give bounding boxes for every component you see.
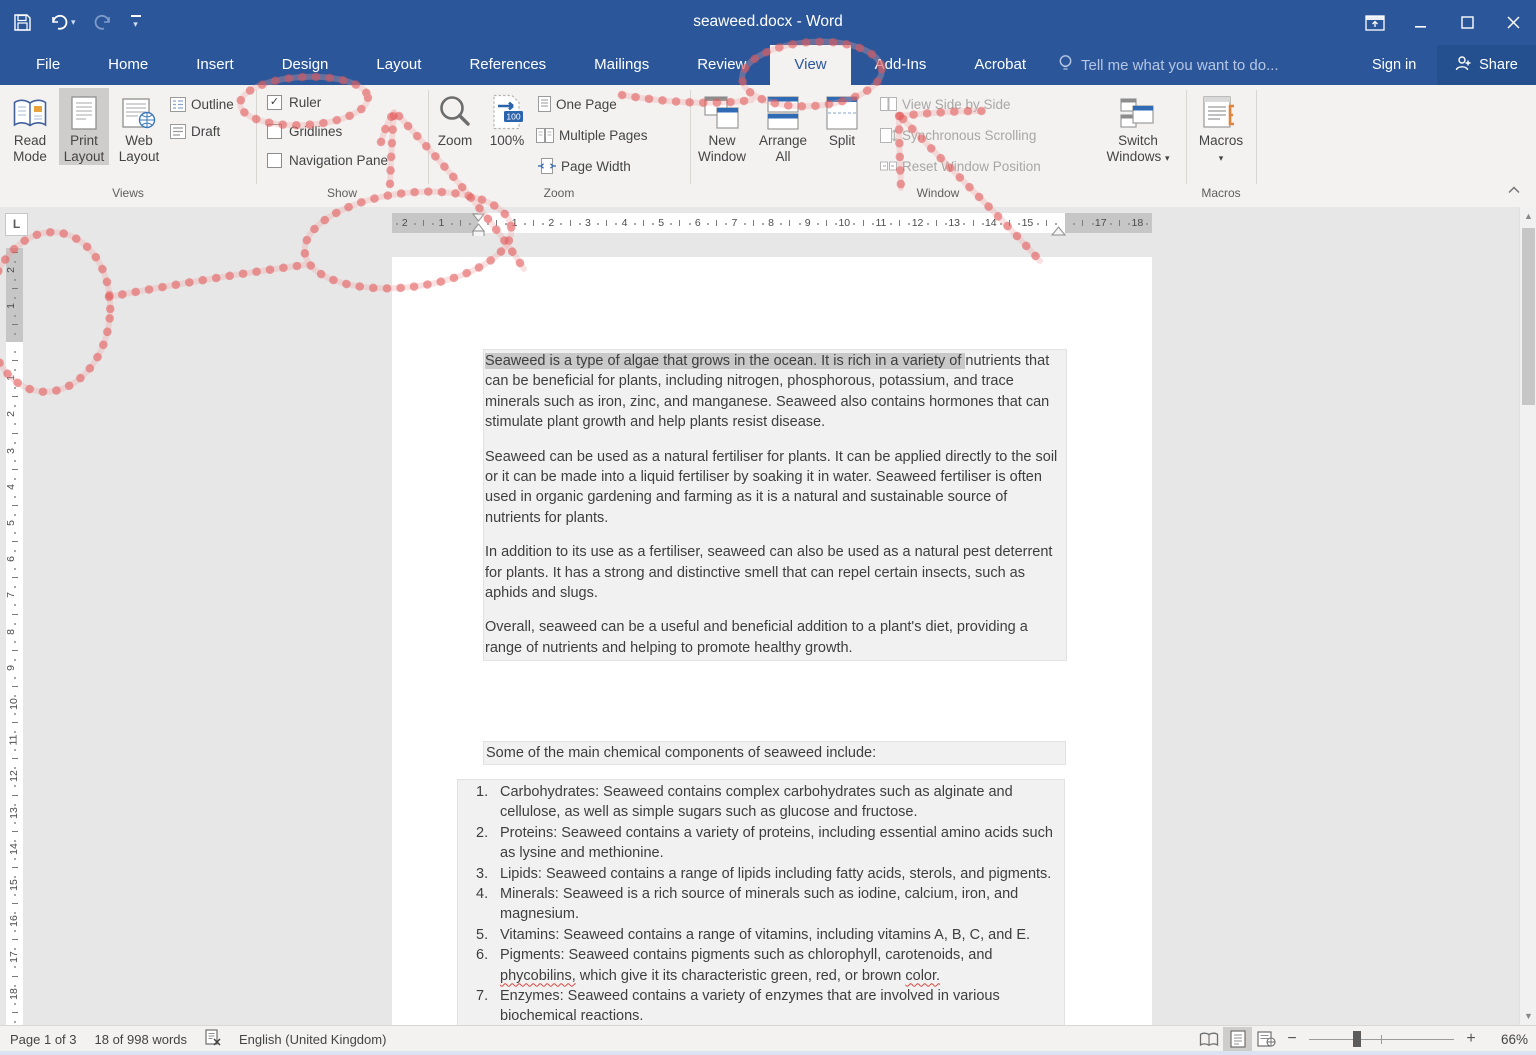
split-button[interactable]: Split: [820, 88, 864, 149]
ruler-number: 18: [1131, 216, 1144, 229]
page-width-button[interactable]: Page Width: [538, 155, 631, 177]
ruler-number: 12: [911, 216, 924, 229]
ruler-checkbox-box[interactable]: ✓: [267, 95, 282, 110]
ruler-number: 17: [7, 951, 20, 964]
read-mode-shortcut-icon[interactable]: [1194, 1027, 1223, 1051]
zoom-slider-thumb[interactable]: [1353, 1031, 1361, 1047]
svg-text:100: 100: [506, 111, 521, 122]
ruler-number: 2: [4, 411, 17, 418]
ruler-number: 1: [511, 216, 518, 229]
print-layout-icon: [59, 88, 109, 130]
ribbon-tabs-row: [0, 45, 1536, 85]
document-title: seaweed.docx - Word: [693, 13, 843, 30]
zoom-out-button[interactable]: −: [1287, 1030, 1297, 1047]
arrange-all-button[interactable]: Arrange All: [752, 88, 814, 165]
web-layout-shortcut-icon[interactable]: [1252, 1027, 1281, 1051]
tell-me-placeholder: Tell me what you want to do...: [1081, 56, 1279, 74]
ruler-number: 3: [4, 447, 17, 454]
window-controls: [1352, 0, 1536, 45]
navigation-pane-checkbox-box[interactable]: [267, 153, 282, 168]
window-group-label: Window: [916, 186, 960, 200]
ruler-number: 5: [658, 216, 665, 229]
numbered-list-block: [457, 779, 1065, 1025]
macros-group-label: Macros: [1201, 186, 1241, 200]
draft-icon: [170, 124, 186, 139]
ruler-number: 3: [584, 216, 591, 229]
ruler-number: 1: [4, 375, 17, 382]
sign-in-button[interactable]: Sign in: [1372, 57, 1417, 73]
ruler-number: 12: [7, 770, 20, 783]
gridlines-checkbox-box[interactable]: [267, 124, 282, 139]
ruler-number: 9: [804, 216, 811, 229]
read-mode-button[interactable]: Read Mode: [4, 88, 56, 165]
document-canvas: [0, 236, 1519, 1025]
heading-line: Some of the main chemical components of seaweed include:: [483, 741, 1066, 765]
views-group-label: Views: [112, 186, 144, 200]
tell-me-box[interactable]: [1058, 45, 1279, 85]
paragraph: In addition to its use as a fertiliser, seaweed can also be used as a natural pest deterrent for plants. It has a strong and distinctive smell that can repel certain insects, such as aphids and slugs.: [485, 544, 1053, 602]
paragraph: Overall, seaweed can be a useful and beneficial addition to a plant's diet, providing a range of nutrients and helping to promote healthy growth.: [485, 619, 1028, 656]
proofing-error-icon[interactable]: [205, 1029, 221, 1049]
page-indicator[interactable]: Page 1 of 3: [10, 1031, 77, 1047]
tab-design[interactable]: Design: [281, 56, 329, 73]
zoom-in-button[interactable]: +: [1466, 1030, 1476, 1047]
ruler-number: 4: [4, 483, 17, 490]
vertical-scrollbar[interactable]: [1519, 207, 1536, 1025]
ruler-number: 1: [4, 302, 17, 309]
list-item: Minerals: Seaweed is a rich source of minerals such as iodine, calcium, iron, and magnesium.: [500, 886, 1019, 923]
list-item: Pigments: Seaweed contains pigments such as chlorophyll, carotenoids, and phycobilins, which give it its characteristic green, red, or brown color.: [500, 947, 993, 984]
group-divider: [1186, 90, 1187, 184]
ruler-number: 5: [4, 520, 17, 526]
document-page[interactable]: [392, 257, 1152, 1025]
tab-home[interactable]: Home: [108, 56, 149, 73]
macros-dropdown-icon: ▾: [1218, 153, 1224, 163]
ruler-number: 2: [401, 216, 408, 229]
reset-window-position-icon: [880, 159, 897, 173]
tab-file[interactable]: File: [36, 56, 61, 73]
new-window-icon: [696, 88, 748, 130]
customize-qat-icon[interactable]: ▾: [131, 15, 141, 30]
title-bar: [0, 0, 1536, 45]
ruler-number: 7: [731, 216, 738, 229]
zoom-percentage[interactable]: 66%: [1500, 1031, 1528, 1047]
maximize-icon[interactable]: [1444, 0, 1490, 45]
zoom-group-label: Zoom: [543, 186, 575, 200]
lightbulb-icon: [1058, 54, 1073, 77]
tab-review[interactable]: Review: [697, 56, 747, 73]
group-divider: [1256, 90, 1257, 184]
print-layout-shortcut-icon[interactable]: [1223, 1027, 1252, 1051]
one-page-button[interactable]: One Page: [538, 93, 617, 115]
group-divider: [256, 90, 257, 184]
collapse-ribbon-icon[interactable]: [1502, 181, 1526, 199]
ruler-number: 8: [4, 628, 17, 635]
ruler-number: 1: [438, 216, 445, 229]
paragraph: Seaweed can be used as a natural fertiliser for plants. It can be applied directly to the soil or it can be made into a liquid fertiliser by soaking it in water. Seaweed fertiliser is often used in organic gardening and farming as it is a natural and sustainable source of nutrients for plants.: [485, 448, 1058, 526]
outline-button[interactable]: Outline: [170, 93, 234, 115]
minimize-icon[interactable]: [1398, 0, 1444, 45]
tab-view[interactable]: View: [770, 45, 850, 85]
reset-window-position-button[interactable]: Reset Window Position: [880, 155, 1041, 177]
zoom-100-button[interactable]: 100 100%: [482, 88, 532, 149]
switch-windows-dropdown-icon: ▾: [1165, 153, 1170, 163]
web-layout-icon: [112, 88, 166, 130]
ruler-number: 14: [984, 216, 997, 229]
macros-button[interactable]: Macros ▾: [1192, 88, 1250, 166]
tab-insert[interactable]: Insert: [196, 56, 234, 73]
ruler-number: 6: [694, 216, 701, 229]
ribbon: [0, 85, 1536, 208]
share-person-icon: [1455, 55, 1472, 75]
ruler-number: 7: [4, 592, 17, 599]
tab-stop-selector[interactable]: L: [5, 213, 28, 236]
window-bottom-edge: [0, 1051, 1536, 1055]
tab-references[interactable]: References: [469, 56, 547, 73]
numbered-list: [458, 782, 1064, 1025]
arrange-all-icon: [752, 88, 814, 130]
scroll-down-icon[interactable]: ▼: [1524, 1011, 1533, 1021]
vertical-ruler[interactable]: [6, 248, 23, 1025]
show-group-label: Show: [326, 186, 358, 200]
ribbon-display-options-icon[interactable]: [1352, 0, 1398, 45]
list-item: Proteins: Seaweed contains a variety of proteins, including essential amino acids such as lysine and methionine.: [500, 824, 1053, 862]
list-item: Enzymes: Seaweed contains a variety of enzymes that are involved in various biochemical reactions.: [500, 988, 1000, 1025]
ruler-number: 11: [7, 734, 20, 746]
paragraph-block: [483, 349, 1067, 661]
macros-icon: [1192, 88, 1250, 130]
selected-text: Seaweed is a type of algae that grows in the ocean. It is rich in a variety of: [485, 353, 966, 369]
view-side-by-side-button[interactable]: View Side by Side: [880, 93, 1011, 115]
ruler-number: 11: [875, 216, 887, 229]
ruler-number: 15: [7, 879, 20, 891]
ruler-checkbox[interactable]: ✓ Ruler: [267, 92, 321, 112]
tab-acrobat[interactable]: Acrobat: [974, 56, 1027, 73]
list-item: Lipids: Seaweed contains a range of lipids including fatty acids, sterols, and pigments.: [500, 865, 1052, 882]
list-item: Vitamins: Seaweed contains a range of vitamins, including vitamins A, B, C, and E.: [500, 926, 1031, 943]
ruler-row: [0, 207, 1519, 236]
zoom-slider[interactable]: [1309, 1027, 1454, 1051]
tab-layout[interactable]: Layout: [376, 56, 422, 73]
ruler-number: 10: [838, 216, 851, 229]
ruler-number: 13: [7, 806, 20, 819]
multiple-pages-button[interactable]: Multiple Pages: [536, 124, 648, 146]
outline-icon: [170, 97, 186, 112]
new-window-button[interactable]: New Window: [696, 88, 748, 165]
web-layout-button[interactable]: Web Layout: [112, 88, 166, 165]
multiple-pages-icon: [536, 128, 554, 143]
synchronous-scrolling-button[interactable]: Synchronous Scrolling: [880, 124, 1036, 146]
ruler-number: 17: [1094, 216, 1107, 229]
read-mode-icon: [4, 88, 56, 130]
language-indicator[interactable]: English (United Kingdom): [239, 1031, 387, 1047]
word-count[interactable]: 18 of 998 words: [94, 1031, 188, 1047]
print-layout-button[interactable]: Print Layout: [59, 88, 109, 165]
zoom-button[interactable]: Zoom: [432, 88, 478, 149]
group-divider: [428, 90, 429, 184]
ribbon-tabs: [12, 45, 1050, 85]
ruler-number: 2: [4, 266, 17, 273]
zoom-100-icon: [482, 88, 532, 130]
tab-mailings[interactable]: Mailings: [594, 56, 650, 73]
scrollbar-thumb[interactable]: [1522, 228, 1535, 405]
undo-dropdown-icon[interactable]: ▾: [71, 16, 76, 27]
horizontal-ruler[interactable]: [392, 213, 1152, 233]
tab-add-ins[interactable]: Add-Ins: [874, 56, 927, 73]
ruler-number: 14: [7, 842, 20, 855]
ruler-number: 4: [621, 216, 628, 229]
ruler-number: 9: [4, 664, 17, 671]
status-bar: [0, 1025, 1536, 1052]
close-icon[interactable]: [1490, 0, 1536, 45]
paragraph: Seaweed is a type of algae that grows in the ocean. It is rich in a variety of nutrients that can be beneficial for plants, including nitrogen, phosphorous, potassium, and trace minerals such as iron, zinc, and manganese. Seaweed also contains hormones that can stimulate plant growth and help plants resist disease.: [485, 353, 1050, 431]
switch-windows-button[interactable]: Switch Windows ▾: [1100, 88, 1176, 166]
navigation-pane-checkbox[interactable]: Navigation Pane: [267, 150, 388, 170]
page-width-icon: [538, 158, 556, 174]
ruler-number: 16: [7, 915, 20, 928]
zoom-magnifier-icon: [432, 88, 478, 130]
ruler-number: 10: [7, 698, 20, 710]
ruler-number: 8: [768, 216, 774, 229]
split-icon: [820, 88, 864, 130]
draft-button[interactable]: Draft: [170, 120, 220, 142]
scroll-up-icon[interactable]: ▲: [1524, 211, 1533, 221]
one-page-icon: [538, 96, 551, 112]
list-item: Carbohydrates: Seaweed contains complex carbohydrates such as alginate and cellulose, as well as simple sugars such as glucose and fructose.: [500, 784, 1013, 821]
ruler-number: 13: [948, 216, 961, 229]
ruler-number: 18: [7, 987, 20, 1000]
switch-windows-icon: [1100, 88, 1176, 130]
synchronous-scrolling-icon: [880, 128, 897, 143]
ruler-number: 15: [1021, 216, 1034, 229]
ruler-number: 6: [4, 556, 17, 563]
group-divider: [690, 90, 691, 184]
share-button[interactable]: Share: [1437, 45, 1536, 85]
view-side-by-side-icon: [880, 97, 897, 111]
gridlines-checkbox[interactable]: Gridlines: [267, 121, 342, 141]
ruler-number: 2: [548, 216, 555, 229]
